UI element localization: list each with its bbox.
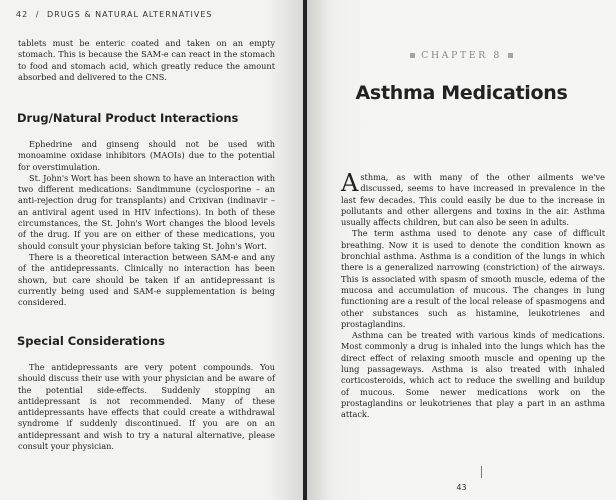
chapter-label-text: CHAPTER 8: [421, 50, 502, 61]
section-body-special: [18, 362, 275, 452]
drop-cap: A: [341, 169, 359, 197]
first-paragraph-text: sthma, as with many of the other ailments we've discussed, seems to have increased in prevalence in the last few decades. This could easily be due to the increase in pollutants and other allergens and toxins in the air. Asthma usually affects children, but can also be seen in adults.: [341, 172, 605, 228]
first-paragraph: [341, 169, 605, 228]
paragraph: Asthma can be treated with various kinds of medications. Most commonly a drug is inhaled into the lungs which has the direct effect of relaxing smooth muscle and opening up the lung passageways. Asthma is also treated with inhaled corticosteroids, which act to reduce the swelling and buildup of mucous. Some newer medications work on the prostaglandins or leukotrienes that play a part in an asthma attack.: [341, 330, 605, 420]
paragraph: St. John's Wort has been shown to have an interaction with two different medications: Sandimmune (cyclosporine – an anti-rejection drug for transplants) and Crixivan (indinavir – an antiviral agent used in HIV infections). In both of these circumstances, the St. John's Wort changes the blood levels of the drug. If you are on either of these medications, you should consult your physician before taking St. John's Wort.: [18, 172, 275, 251]
paragraph: Ephedrine and ginseng should not be used with monoamine oxidase inhibitors (MAOIs) due to the potential for overstimulation.: [18, 139, 275, 172]
section-heading-interactions: Drug/Natural Product Interactions: [17, 111, 239, 125]
square-ornament-icon: [410, 53, 415, 58]
paragraph: The antidepressants are very potent compounds. You should discuss their use with your physician and be aware of the potential side-effects. Suddenly stopping an antidepressant is not recommended. Many of these antidepressants have effects that could create a withdrawal syndrome if suddenly discontinued. If you are on an antidepressant and wish to try a natural alternative, please consult your physician.: [18, 362, 275, 452]
intro-text: [18, 38, 275, 83]
chapter-label: [307, 50, 616, 61]
section-heading-special: Special Considerations: [17, 334, 165, 348]
right-page-number: 43: [456, 483, 467, 492]
square-ornament-icon: [508, 53, 513, 58]
chapter-body: [341, 169, 605, 421]
page-number-rule: [481, 466, 482, 478]
intro-paragraph: tablets must be enteric coated and taken on an empty stomach. This is because the SAM-e can react in the stomach to food and stomach acid, which greatly reduce the amount absorbed and delivered to the CNS.: [18, 38, 275, 82]
paragraph: There is a theoretical interaction between SAM-e and any of the antidepressants. Clinically no interaction has been shown, but care should be taken if an antidepressant is currently being used and SAM-e supplementation is being considered.: [18, 251, 275, 308]
chapter-title: Asthma Medications: [355, 82, 568, 104]
running-head: [16, 10, 212, 19]
running-head-separator: /: [35, 10, 40, 19]
paragraph: The term asthma used to denote any case of difficult breathing. Now it is used to denote the condition known as bronchial asthma. Asthma is a condition of the lungs in which there is a generalized narrowing (constriction) of the airways. This is associated with spasm of smooth muscle, edema of the mucosa and accumulation of mucous. The changes in lung functioning are a result of the local release of spasmogens and other substances such as histamine, leukotrienes and prostaglandins.: [341, 228, 605, 329]
left-page-number: 42: [16, 10, 29, 19]
right-page: [307, 0, 616, 500]
running-head-title: DRUGS & NATURAL ALTERNATIVES: [46, 10, 213, 19]
left-page: [0, 0, 303, 500]
section-body-interactions: [18, 139, 275, 308]
